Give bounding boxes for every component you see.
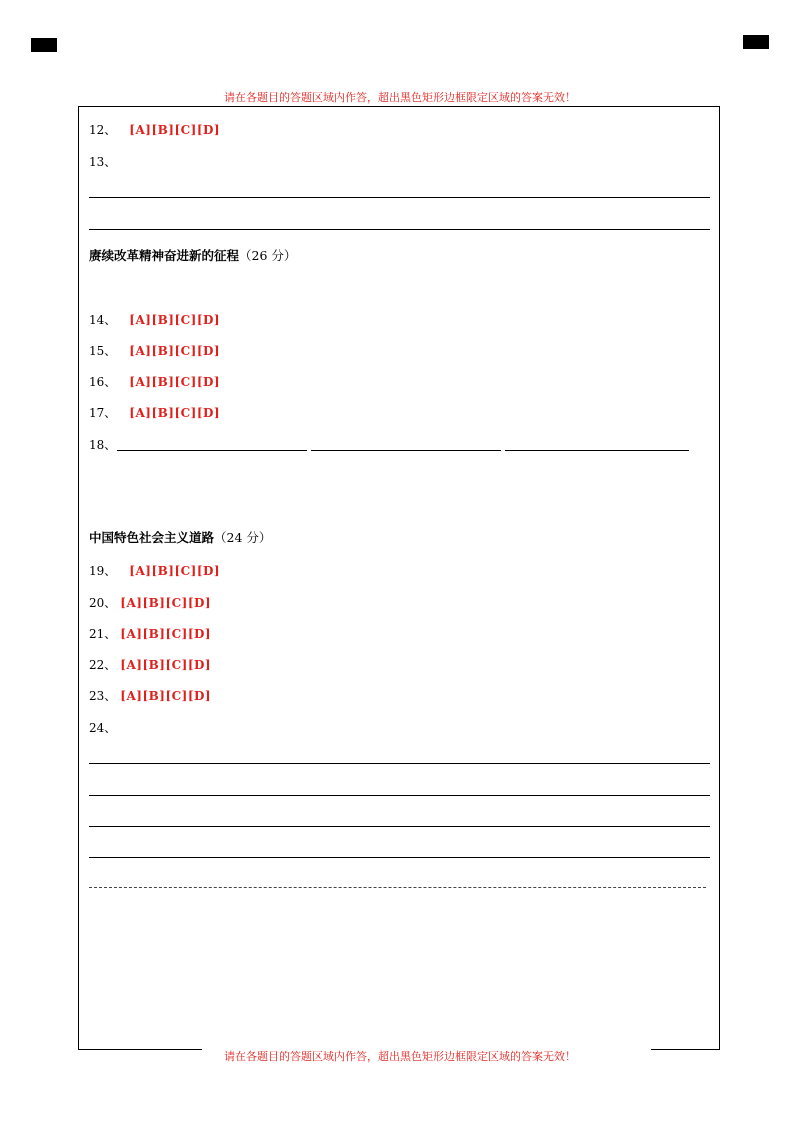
question-18: [89, 438, 116, 452]
choice-options[interactable]: [A][B][C][D]: [129, 123, 221, 137]
question-number: 19、: [89, 564, 117, 578]
question-14: [89, 313, 220, 327]
question-22: [89, 658, 211, 672]
question-number: 22、: [89, 658, 117, 672]
choice-options[interactable]: [A][B][C][D]: [129, 313, 221, 327]
question-number: 15、: [89, 344, 117, 358]
choice-options[interactable]: [A][B][C][D]: [120, 596, 212, 610]
choice-options[interactable]: [A][B][C][D]: [129, 406, 221, 420]
question-number: 21、: [89, 627, 117, 641]
choice-options[interactable]: [A][B][C][D]: [129, 375, 221, 389]
question-number: 12、: [89, 123, 117, 137]
question-number: 18、: [89, 438, 117, 452]
question-number: 16、: [89, 375, 117, 389]
answer-frame-left: [78, 106, 79, 1050]
question-number: 14、: [89, 313, 117, 327]
question-21: [89, 627, 211, 641]
fill-blank-2[interactable]: [311, 450, 501, 451]
answer-area-notice-bottom: 请在各题目的答题区域内作答，超出黑色矩形边框限定区域的答案无效！: [224, 1050, 576, 1063]
choice-options[interactable]: [A][B][C][D]: [129, 344, 221, 358]
answer-line[interactable]: [89, 826, 710, 827]
choice-options[interactable]: [A][B][C][D]: [120, 658, 212, 672]
choice-options[interactable]: [A][B][C][D]: [120, 627, 212, 641]
question-13: [89, 155, 116, 169]
answer-line[interactable]: [89, 229, 710, 230]
question-20: [89, 596, 211, 610]
answer-frame-right: [719, 106, 720, 1050]
section-title: 赓续改革精神奋进新的征程: [89, 248, 240, 263]
answer-line[interactable]: [89, 197, 710, 198]
question-number: 20、: [89, 596, 117, 610]
registration-mark-left: [31, 38, 57, 52]
section-points: （24 分）: [214, 530, 272, 545]
choice-options[interactable]: [A][B][C][D]: [129, 564, 221, 578]
section-heading: [89, 531, 271, 545]
question-12: [89, 123, 220, 137]
fill-blank-3[interactable]: [505, 450, 689, 451]
question-16: [89, 375, 220, 389]
question-number: 13、: [89, 155, 117, 169]
answer-frame-top: [78, 106, 720, 107]
section-heading: [89, 249, 296, 263]
fill-blank-1[interactable]: [117, 450, 307, 451]
question-24: [89, 721, 116, 735]
question-17: [89, 406, 220, 420]
question-number: 17、: [89, 406, 117, 420]
answer-area-notice-top: 请在各题目的答题区域内作答，超出黑色矩形边框限定区域的答案无效！: [224, 91, 576, 104]
question-19: [89, 564, 220, 578]
answer-line-dashed[interactable]: [89, 887, 706, 888]
answer-line[interactable]: [89, 857, 710, 858]
question-23: [89, 689, 211, 703]
section-points: （26 分）: [239, 248, 297, 263]
question-15: [89, 344, 220, 358]
question-number: 23、: [89, 689, 117, 703]
answer-line[interactable]: [89, 795, 710, 796]
section-title: 中国特色社会主义道路: [89, 530, 215, 545]
registration-mark-right: [743, 35, 769, 49]
answer-line[interactable]: [89, 763, 710, 764]
choice-options[interactable]: [A][B][C][D]: [120, 689, 212, 703]
question-number: 24、: [89, 721, 117, 735]
